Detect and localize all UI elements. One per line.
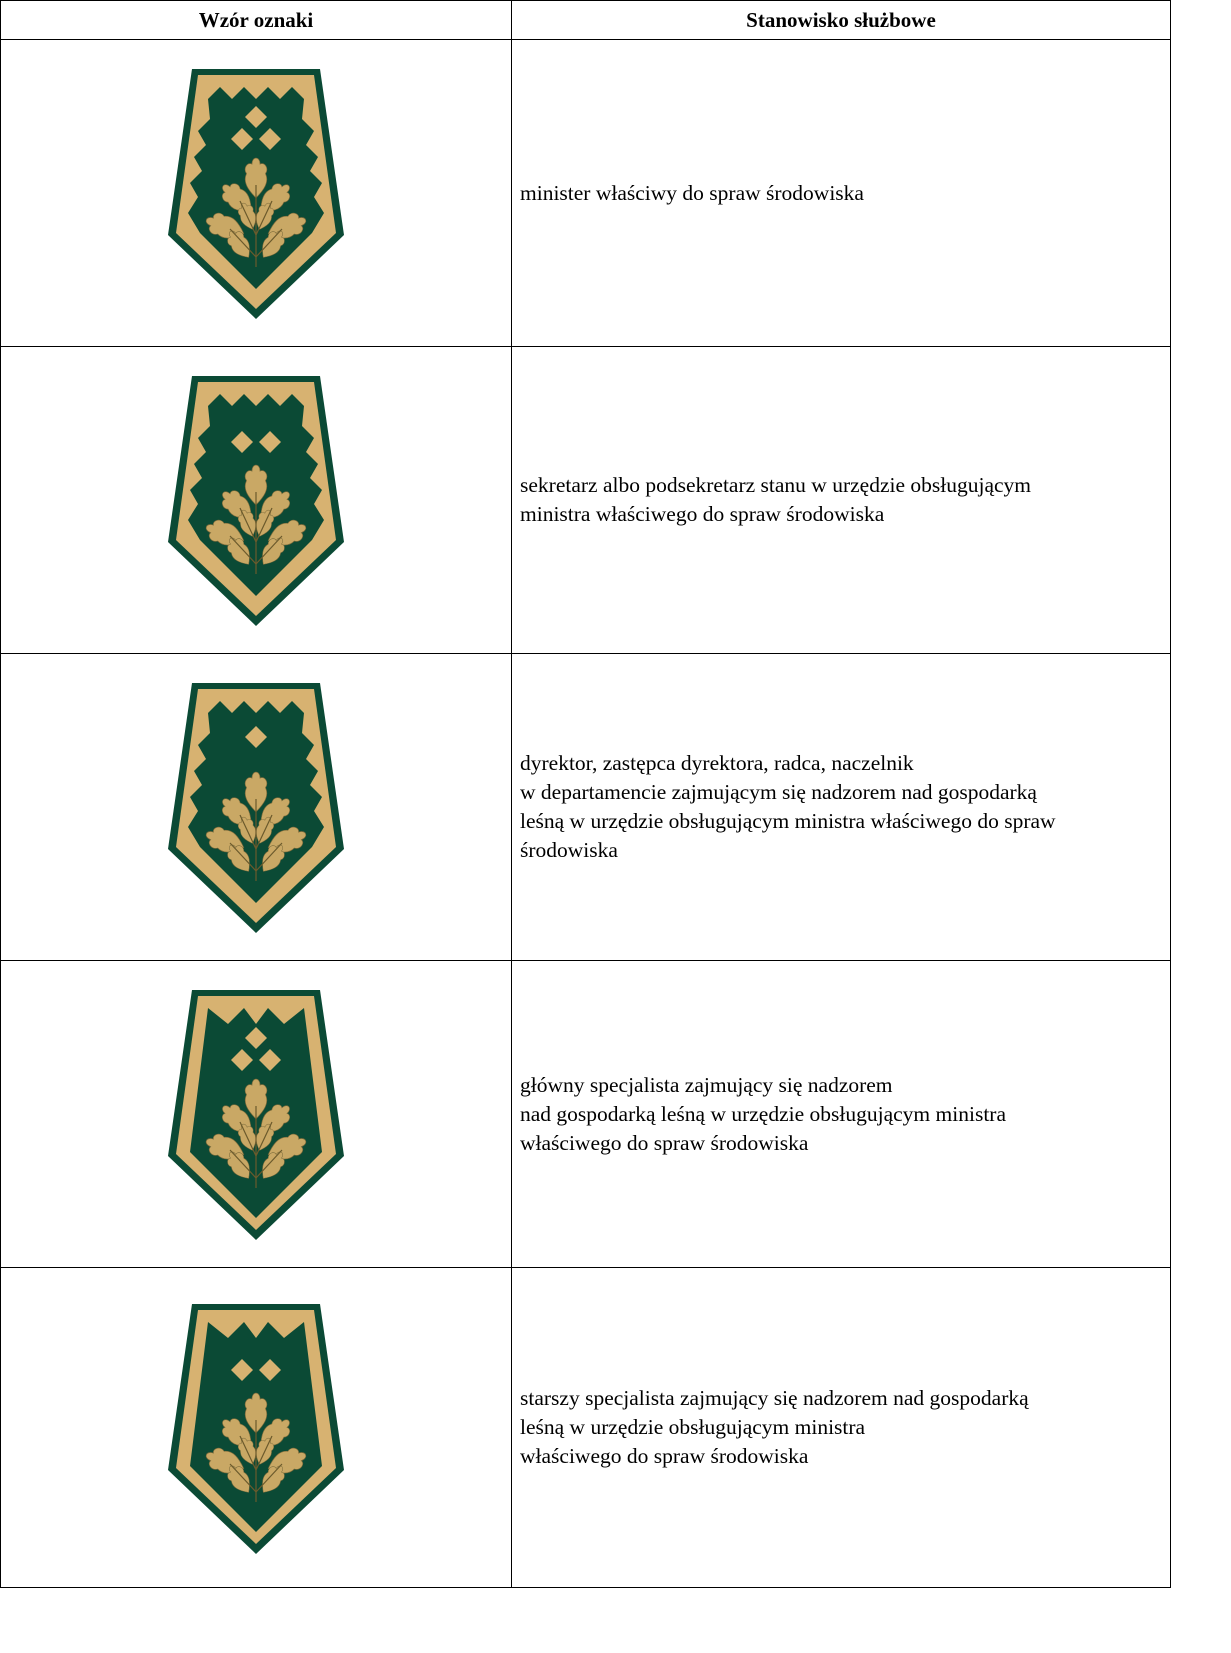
badge-cell [1,1268,512,1588]
position-line: ministra właściwego do spraw środowiska [520,502,885,526]
position-line: sekretarz albo podsekretarz stanu w urzędzie obsługującym [520,473,1032,497]
position-cell [512,654,1171,961]
badge-cell [1,347,512,654]
insignia-badge-icon [168,988,344,1240]
badge-cell [1,40,512,347]
insignia-badge-icon [168,374,344,626]
position-line: w departamencie zajmującym się nadzorem nad gospodarką [520,780,1037,804]
badge-cell [1,654,512,961]
table-row [1,961,1171,1268]
position-line: właściwego do spraw środowiska [520,1444,809,1468]
position-line: środowiska [520,838,618,862]
position-cell [512,40,1171,347]
position-line: właściwego do spraw środowiska [520,1130,809,1155]
position-cell [512,961,1171,1268]
table-row [1,347,1171,654]
table-row [1,40,1171,347]
position-line: nad gospodarką leśną w urzędzie obsługującym ministra [520,1101,1006,1126]
header-position: Stanowisko służbowe [512,1,1171,40]
position-line: leśną w urzędzie obsługującym ministra właściwego do spraw [520,809,1056,833]
position-line: leśną w urzędzie obsługującym ministra [520,1415,866,1439]
position-cell [512,1268,1171,1588]
insignia-badge-icon [168,681,344,933]
insignia-badge-icon [168,67,344,319]
position-line: dyrektor, zastępca dyrektora, radca, naczelnik [520,751,914,775]
position-line: starszy specjalista zajmujący się nadzorem nad gospodarką [520,1386,1029,1410]
position-cell [512,347,1171,654]
header-pattern: Wzór oznaki [1,1,512,40]
table-row [1,654,1171,961]
insignia-badge-icon [168,1302,344,1554]
badge-cell [1,961,512,1268]
position-line: minister właściwy do spraw środowiska [520,180,864,205]
table-row [1,1268,1171,1588]
position-line: główny specjalista zajmujący się nadzorem [520,1072,893,1097]
header-row [1,1,1171,40]
